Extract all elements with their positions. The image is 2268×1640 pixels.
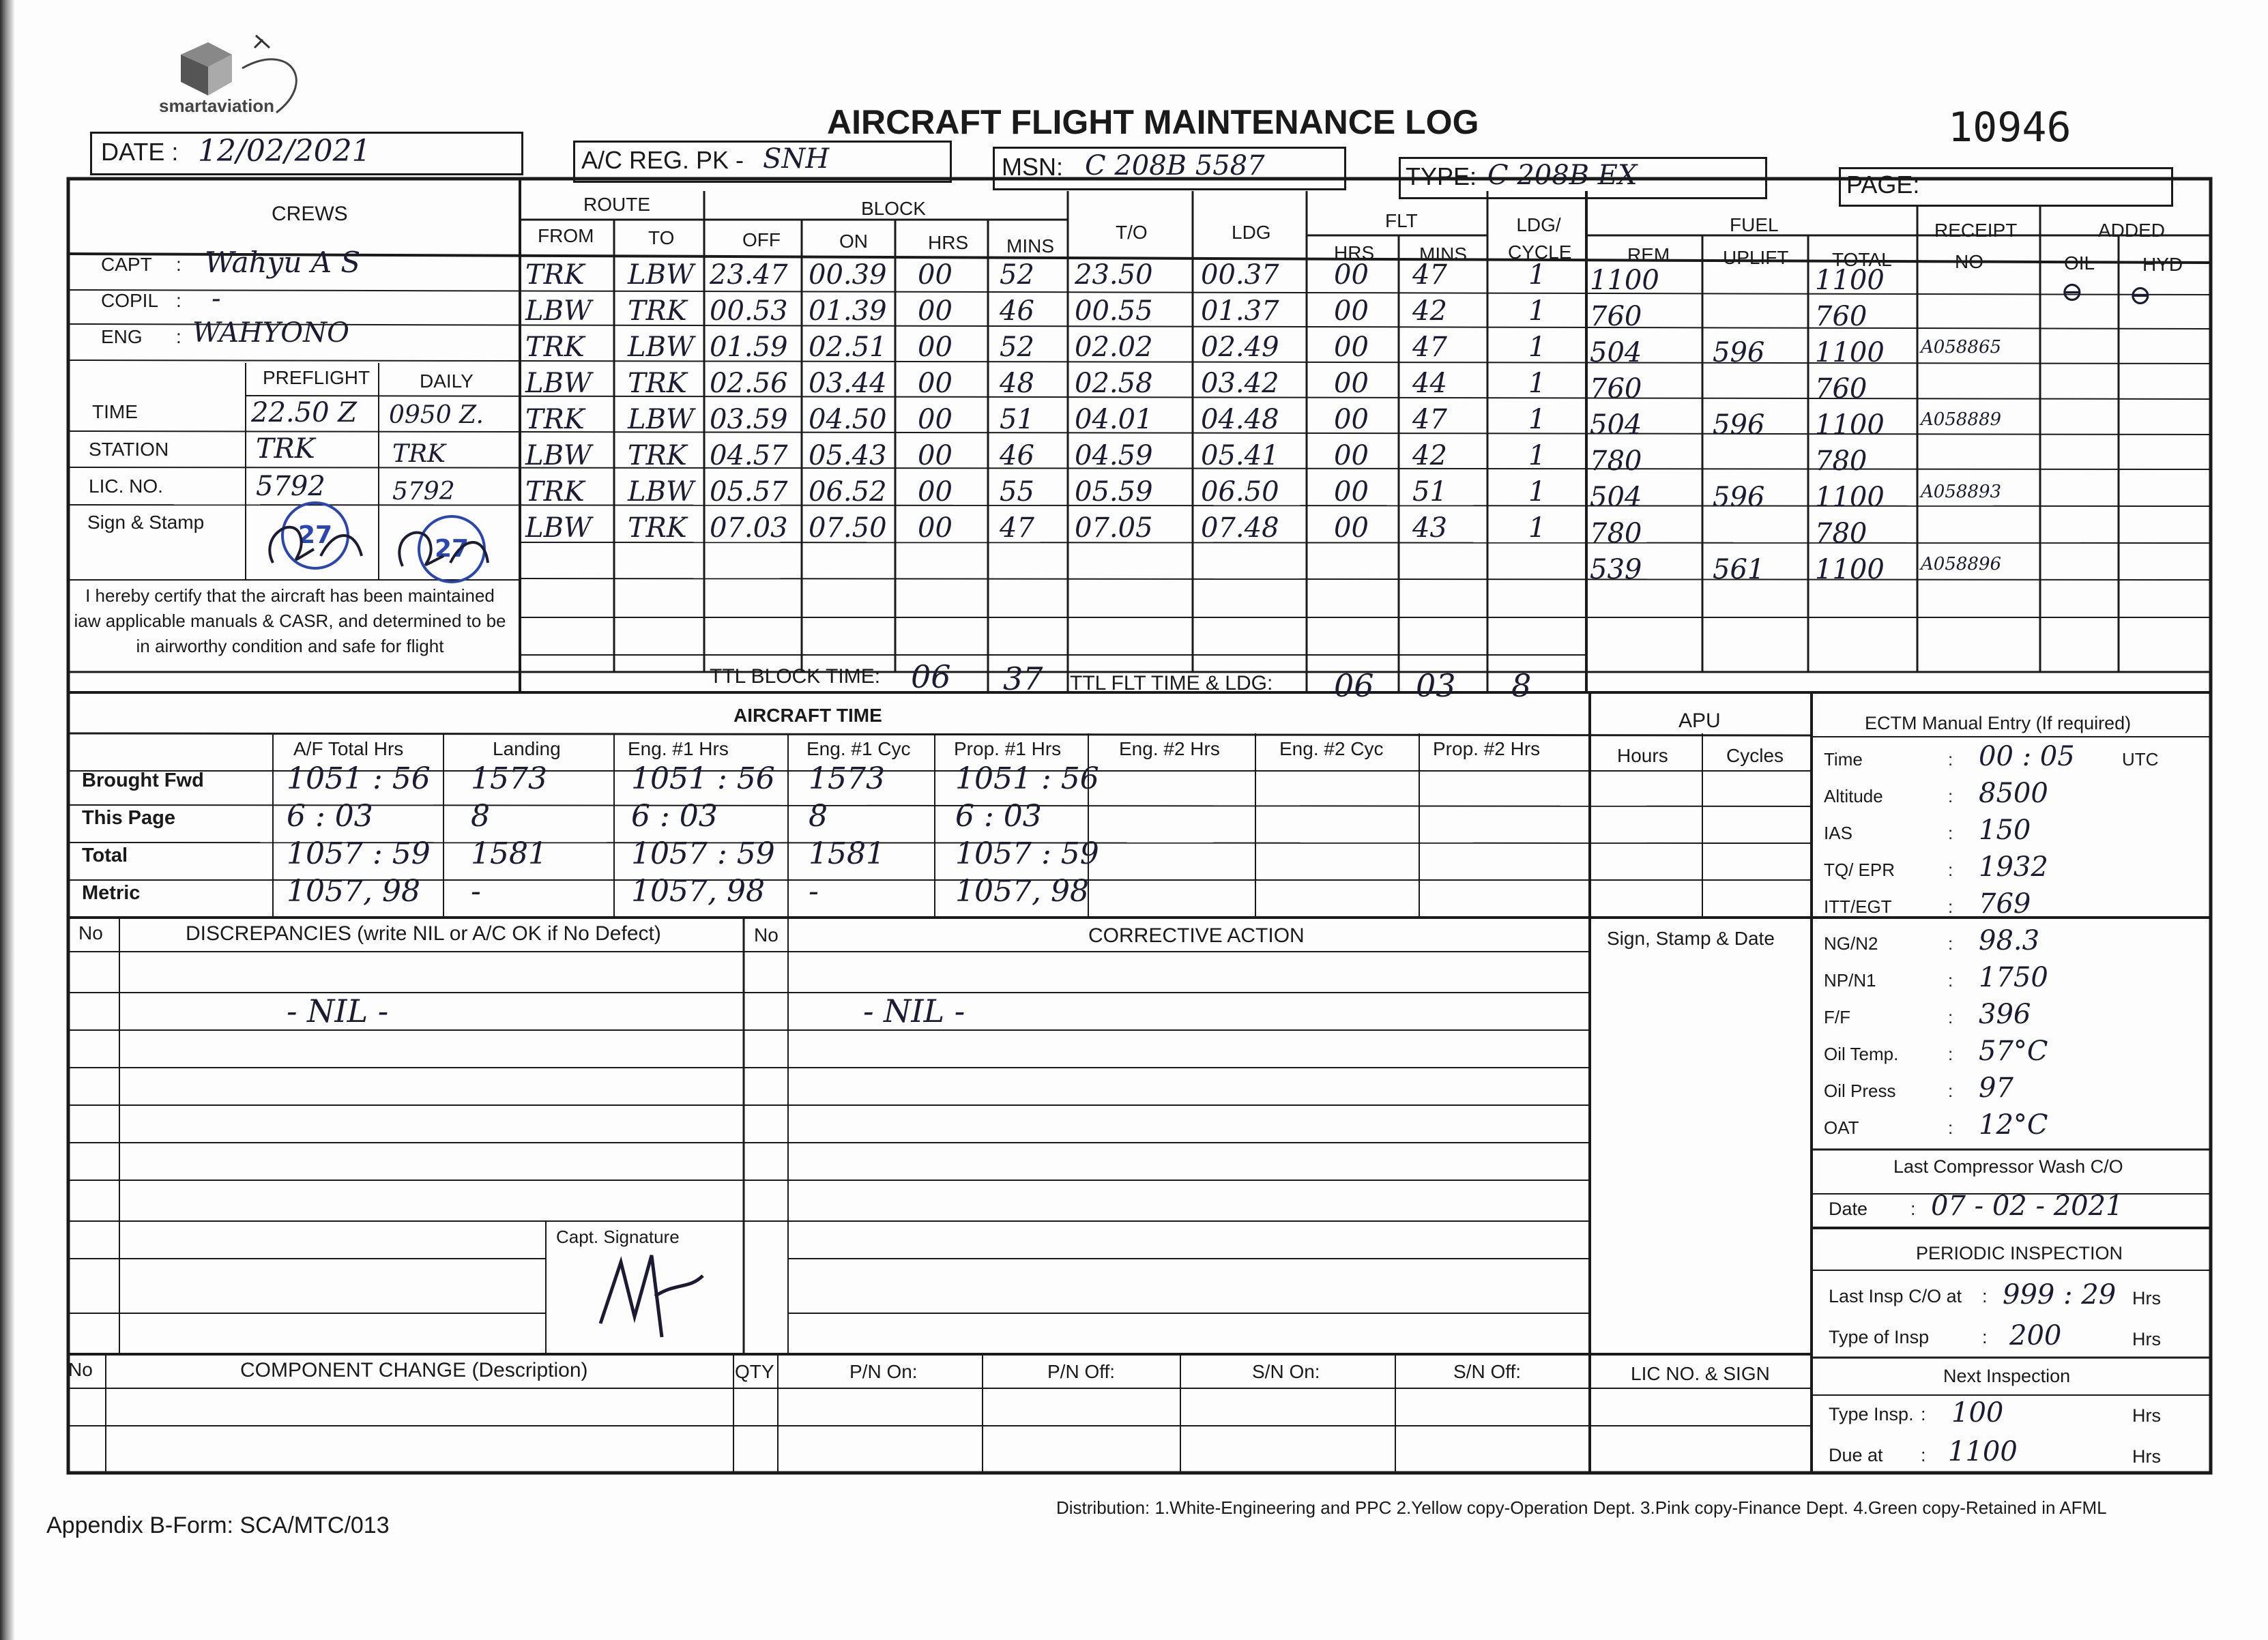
fuel-cell-rem: 504 <box>1590 409 1642 441</box>
fuel-cell-total: 780 <box>1815 445 1867 477</box>
wash-date-label: Date <box>1829 1199 1868 1219</box>
colon: : <box>176 290 181 311</box>
flight-cell-hrs: 00 <box>918 368 953 399</box>
flight-cell-ldg: 01.37 <box>1201 295 1279 327</box>
colon: : <box>1921 1404 1926 1424</box>
crew-signature <box>252 508 498 576</box>
ectm-row-unit: UTC <box>2122 749 2159 770</box>
station-label: STATION <box>89 439 169 460</box>
colon: : <box>1948 786 1953 806</box>
receipt-no-header: NO <box>1955 251 1983 272</box>
page-title: AIRCRAFT FLIGHT MAINTENANCE LOG <box>827 103 1479 141</box>
next-type-label: Type Insp. <box>1829 1404 1914 1424</box>
wash-date-value: 07 - 02 - 2021 <box>1931 1190 2123 1222</box>
flight-cell-mins: 52 <box>1000 332 1034 363</box>
fuel-cell-rem: 504 <box>1590 337 1642 368</box>
comp-qty: QTY <box>735 1361 774 1382</box>
flight-cell-off: 04.57 <box>710 440 788 471</box>
due-label: Due at <box>1829 1445 1883 1465</box>
next-title: Next Inspection <box>1943 1366 2071 1386</box>
colon: : <box>1948 1117 1953 1138</box>
flight-cell-mins: 47 <box>1000 512 1034 544</box>
flight-cell-ldg: 04.48 <box>1201 404 1279 435</box>
flight-cell-to: LBW <box>628 476 695 508</box>
fuel-cell-total: 760 <box>1815 373 1867 405</box>
to-header: TO <box>648 227 675 248</box>
ttl-flt-label: TTL FLT TIME & LDG: <box>1070 672 1273 694</box>
aircraft-time-cell: 1057, 98 <box>955 874 1089 909</box>
ectm-row-label: IAS <box>1824 823 1852 843</box>
flight-cell-ldg: 05.41 <box>1201 440 1279 471</box>
aircraft-time-row-label: Brought Fwd <box>82 770 204 791</box>
capt-signature-label: Capt. Signature <box>556 1227 680 1247</box>
hrs-header: HRS <box>928 232 969 253</box>
aircraft-time-cell: - <box>809 874 819 909</box>
ttl-block-hrs: 06 <box>911 658 951 695</box>
colon: : <box>176 326 181 347</box>
flight-cell-mins: 46 <box>1000 295 1034 327</box>
reg-label: A/C REG. PK - <box>581 146 744 174</box>
flight-cell-flt-hrs: 00 <box>1334 512 1369 544</box>
colon: : <box>1982 1327 1988 1347</box>
fuel-cell-rem: 780 <box>1590 518 1642 549</box>
fuel-cell-total: 1100 <box>1815 265 1885 296</box>
mins-header: MINS <box>1006 235 1054 257</box>
aircraft-time-header: Eng. #2 Cyc <box>1279 738 1384 759</box>
flight-cell-off: 01.59 <box>710 332 788 363</box>
ectm-row-value: 150 <box>1979 815 2031 846</box>
fuel-cell-total: 1100 <box>1815 337 1885 368</box>
added-hyd-value: ⊖ <box>2129 280 2152 311</box>
type-insp-label: Type of Insp <box>1829 1327 1930 1347</box>
uplift-header: UPLIFT <box>1723 247 1789 268</box>
certify-text: I hereby certify that the aircraft has been maintained iaw applicable manuals & CASR, and determined to be in airworthy condition and safe for flight <box>74 585 506 656</box>
comp-sn-off: S/N Off: <box>1453 1361 1522 1382</box>
aircraft-time-cell: 1057 : 59 <box>631 836 775 871</box>
msn-value: C 208B 5587 <box>1085 150 1265 181</box>
flight-cell-takeoff: 05.59 <box>1075 476 1153 508</box>
fuel-cell-uplift: 596 <box>1713 482 1765 513</box>
ectm-row-label: Time <box>1824 749 1863 770</box>
flight-cell-on: 01.39 <box>809 295 887 327</box>
flight-cell-cycle: 1 <box>1528 440 1546 471</box>
ectm-row-value: 00 : 05 <box>1979 741 2075 772</box>
colon: : <box>1948 970 1953 991</box>
aircraft-time-cell: 8 <box>471 799 490 834</box>
total-header: TOTAL <box>1832 249 1892 270</box>
fuel-cell-rem: 504 <box>1590 482 1642 513</box>
flight-cell-off: 03.59 <box>710 404 788 435</box>
flight-cell-cycle: 1 <box>1528 332 1546 363</box>
form-code: Appendix B-Form: SCA/MTC/013 <box>46 1512 390 1538</box>
flight-cell-ldg: 06.50 <box>1201 476 1279 508</box>
flight-cell-takeoff: 02.02 <box>1075 332 1153 363</box>
ectm-title: ECTM Manual Entry (If required) <box>1865 713 2132 733</box>
aircraft-time-header: Prop. #1 Hrs <box>954 738 1062 759</box>
type-insp-value: 200 <box>2009 1320 2062 1351</box>
captain-signature <box>587 1242 710 1344</box>
time-preflight: 22.50 Z <box>251 397 358 428</box>
flight-cell-to: TRK <box>628 512 687 544</box>
aircraft-time-cell: 6 : 03 <box>631 799 718 834</box>
aircraft-time-cell: 1573 <box>809 761 885 796</box>
comp-pn-on: P/N On: <box>849 1361 918 1382</box>
sign-label: Sign & Stamp <box>87 512 205 533</box>
ttl-flt-hrs: 06 <box>1334 667 1374 704</box>
disc-no-header: No <box>78 922 103 943</box>
copil-label: COPIL <box>101 290 159 311</box>
colon: : <box>1948 823 1953 843</box>
flight-cell-hrs: 00 <box>918 512 953 544</box>
type-value: C 208B EX <box>1487 160 1638 191</box>
aircraft-time-cell: 1057, 98 <box>631 874 765 909</box>
ectm-row-label: Oil Press <box>1824 1081 1896 1101</box>
flight-cell-to: TRK <box>628 295 687 327</box>
colon: : <box>1948 896 1953 917</box>
action-no-header: No <box>754 924 779 946</box>
flight-cell-takeoff: 04.01 <box>1075 404 1153 435</box>
flight-cell-off: 00.53 <box>710 295 788 327</box>
flight-cell-hrs: 00 <box>918 440 953 471</box>
lic-label: LIC. NO. <box>89 475 163 497</box>
flight-cell-hrs: 00 <box>918 332 953 363</box>
fuel-cell-uplift: 561 <box>1713 554 1765 585</box>
distribution-note: Distribution: 1.White-Engineering and PPC 2.Yellow copy-Operation Dept. 3.Pink copy-Finance Dept. 4.Green copy-Retained in AFML <box>1056 1497 2107 1518</box>
copil-value: - <box>212 283 221 314</box>
ectm-row-value: 97 <box>1979 1072 2013 1104</box>
logo-text: smartaviation <box>159 96 275 116</box>
station-preflight: TRK <box>256 433 315 465</box>
from-header: FROM <box>538 225 594 246</box>
aircraft-time-header: Eng. #2 Hrs <box>1119 738 1220 759</box>
ttl-block-label: TTL BLOCK TIME: <box>710 665 881 688</box>
flight-cell-on: 00.39 <box>809 259 887 291</box>
flight-cell-to: LBW <box>628 332 695 363</box>
ldg-cycle-header: LDG/ CYCLE <box>1508 214 1572 263</box>
added-oil-value: ⊖ <box>2061 276 2084 308</box>
fuel-cell-receipt: A058889 <box>1921 409 2002 430</box>
flight-cell-off: 23.47 <box>710 259 788 291</box>
comp-pn-off: P/N Off: <box>1047 1361 1116 1382</box>
ectm-row-label: Oil Temp. <box>1824 1044 1899 1064</box>
disc-entry: - NIL - <box>287 993 389 1029</box>
fuel-cell-rem: 760 <box>1590 373 1642 405</box>
hyd-header: HYD <box>2142 254 2183 275</box>
ectm-row-label: Altitude <box>1824 786 1883 806</box>
receipt-header: RECEIPT <box>1934 220 2018 241</box>
flight-cell-mins: 52 <box>1000 259 1034 291</box>
rem-header: REM <box>1627 244 1670 265</box>
ttl-ldg: 8 <box>1511 667 1532 704</box>
disc-title: DISCREPANCIES (write NIL or A/C OK if No Defect) <box>186 922 661 945</box>
route-header: ROUTE <box>583 194 650 215</box>
aircraft-time-title: AIRCRAFT TIME <box>733 705 882 726</box>
flight-cell-on: 05.43 <box>809 440 887 471</box>
flt-hrs-header: HRS <box>1334 242 1375 263</box>
next-type-unit: Hrs <box>2132 1405 2161 1426</box>
aircraft-time-header: Eng. #1 Hrs <box>628 738 729 759</box>
fuel-cell-rem: 780 <box>1590 445 1642 477</box>
flight-cell-from: LBW <box>525 512 592 544</box>
periodic-title: PERIODIC INSPECTION <box>1916 1243 2123 1263</box>
wash-title: Last Compressor Wash C/O <box>1893 1156 2123 1177</box>
colon: : <box>1948 749 1953 770</box>
colon: : <box>1948 1044 1953 1064</box>
aircraft-time-header: Landing <box>493 738 561 759</box>
due-unit: Hrs <box>2132 1446 2161 1467</box>
colon: : <box>1948 1081 1953 1101</box>
aircraft-time-header: Eng. #1 Cyc <box>806 738 911 759</box>
block-header: BLOCK <box>861 198 926 219</box>
ectm-row-label: TQ/ EPR <box>1824 860 1895 880</box>
station-daily: TRK <box>392 440 446 468</box>
flight-cell-takeoff: 00.55 <box>1075 295 1153 327</box>
colon: : <box>1982 1286 1988 1306</box>
apu-cycles: Cycles <box>1726 745 1784 766</box>
flight-cell-cycle: 1 <box>1528 476 1546 508</box>
flight-cell-to: TRK <box>628 368 687 399</box>
action-entry: - NIL - <box>863 993 965 1029</box>
preflight-label: PREFLIGHT <box>263 367 370 388</box>
ttl-block-mins: 37 <box>1003 660 1043 697</box>
flight-cell-flt-mins: 42 <box>1412 295 1447 327</box>
capt-value: Wahyu A S <box>205 246 361 279</box>
fuel-cell-receipt: A058893 <box>1921 482 2002 502</box>
flight-cell-off: 02.56 <box>710 368 788 399</box>
flight-cell-cycle: 1 <box>1528 512 1546 544</box>
flight-cell-on: 02.51 <box>809 332 887 363</box>
flight-cell-flt-hrs: 00 <box>1334 368 1369 399</box>
last-insp-value: 999 : 29 <box>2003 1279 2117 1310</box>
flight-cell-from: TRK <box>525 332 585 363</box>
flight-cell-flt-mins: 47 <box>1412 404 1447 435</box>
flight-cell-mins: 51 <box>1000 404 1034 435</box>
ectm-row-label: F/F <box>1824 1007 1850 1027</box>
flight-cell-ldg: 00.37 <box>1201 259 1279 291</box>
fuel-cell-rem: 760 <box>1590 301 1642 332</box>
takeoff-header: T/O <box>1116 222 1148 243</box>
aircraft-time-cell: - <box>471 874 481 909</box>
engineer-stamp: 27 <box>418 515 486 583</box>
fuel-cell-receipt: A058896 <box>1921 554 2002 574</box>
ectm-row-label: NG/N2 <box>1824 933 1878 954</box>
aircraft-time-header: Prop. #2 Hrs <box>1433 738 1541 759</box>
flight-cell-to: LBW <box>628 404 695 435</box>
apu-title: APU <box>1678 709 1721 732</box>
flight-cell-mins: 48 <box>1000 368 1034 399</box>
aircraft-time-row-label: Metric <box>82 882 141 904</box>
oil-header: OIL <box>2064 252 2095 274</box>
aircraft-time-row-label: Total <box>82 845 128 866</box>
flight-cell-cycle: 1 <box>1528 404 1546 435</box>
ectm-row-value: 98.3 <box>1979 925 2040 956</box>
reg-value: SNH <box>763 143 830 175</box>
flight-cell-hrs: 00 <box>918 404 953 435</box>
flight-cell-flt-hrs: 00 <box>1334 295 1369 327</box>
flight-cell-flt-hrs: 00 <box>1334 404 1369 435</box>
page-label: PAGE: <box>1846 171 1920 199</box>
fuel-cell-total: 1100 <box>1815 482 1885 513</box>
flight-cell-mins: 55 <box>1000 476 1034 508</box>
aircraft-time-cell: 1057 : 59 <box>955 836 1099 871</box>
colon: : <box>1948 860 1953 880</box>
flight-cell-flt-mins: 44 <box>1412 368 1447 399</box>
comp-sn-on: S/N On: <box>1252 1361 1320 1382</box>
flight-cell-cycle: 1 <box>1528 368 1546 399</box>
flight-cell-flt-mins: 47 <box>1412 259 1447 291</box>
flt-mins-header: MINS <box>1419 244 1467 265</box>
lic-preflight: 5792 <box>256 471 325 502</box>
aircraft-time-cell: 1051 : 56 <box>955 761 1099 796</box>
on-header: ON <box>839 231 868 252</box>
colon: : <box>1948 933 1953 954</box>
colon: : <box>176 254 181 275</box>
fuel-cell-rem: 1100 <box>1590 265 1659 296</box>
fuel-cell-total: 760 <box>1815 301 1867 332</box>
ectm-row-value: 12°C <box>1979 1109 2048 1141</box>
aircraft-time-cell: 6 : 03 <box>287 799 373 834</box>
flight-cell-from: LBW <box>525 440 592 471</box>
flight-cell-ldg: 03.42 <box>1201 368 1279 399</box>
eng-label: ENG <box>101 326 143 347</box>
fuel-header: FUEL <box>1730 214 1779 235</box>
flight-cell-from: TRK <box>525 259 585 291</box>
ectm-row-value: 396 <box>1979 999 2031 1030</box>
flight-cell-flt-hrs: 00 <box>1334 332 1369 363</box>
aircraft-time-cell: 1573 <box>471 761 547 796</box>
ectm-row-value: 1750 <box>1979 962 2048 993</box>
flight-cell-flt-mins: 47 <box>1412 332 1447 363</box>
type-insp-unit: Hrs <box>2132 1329 2161 1349</box>
aircraft-time-cell: 1051 : 56 <box>631 761 775 796</box>
flight-cell-hrs: 00 <box>918 295 953 327</box>
fuel-cell-receipt: A058865 <box>1921 337 2002 357</box>
engineer-stamp: 27 <box>281 501 349 570</box>
ttl-flt-mins: 03 <box>1416 667 1456 704</box>
aircraft-time-row-label: This Page <box>82 807 175 829</box>
serial-number: 10946 <box>1948 104 2071 151</box>
aircraft-time-header: A/F Total Hrs <box>293 738 404 759</box>
aircraft-time-cell: 1581 <box>809 836 885 871</box>
daily-label: DAILY <box>420 370 474 392</box>
flight-cell-flt-mins: 51 <box>1412 476 1447 508</box>
flight-cell-to: TRK <box>628 440 687 471</box>
ldg-header: LDG <box>1232 222 1271 243</box>
flight-cell-from: TRK <box>525 476 585 508</box>
last-insp-label: Last Insp C/O at <box>1829 1286 1962 1306</box>
flight-cell-takeoff: 02.58 <box>1075 368 1153 399</box>
fuel-cell-uplift: 596 <box>1713 409 1765 441</box>
flight-cell-mins: 46 <box>1000 440 1034 471</box>
comp-lic: LIC NO. & SIGN <box>1631 1363 1770 1384</box>
ectm-row-value: 1932 <box>1979 851 2048 883</box>
flight-cell-on: 04.50 <box>809 404 887 435</box>
flight-cell-flt-hrs: 00 <box>1334 440 1369 471</box>
aircraft-time-cell: 8 <box>809 799 828 834</box>
crews-title: CREWS <box>272 203 348 225</box>
colon: : <box>1921 1445 1926 1465</box>
aircraft-time-cell: 6 : 03 <box>955 799 1042 834</box>
flight-cell-from: LBW <box>525 295 592 327</box>
flight-cell-hrs: 00 <box>918 476 953 508</box>
fuel-cell-total: 1100 <box>1815 409 1885 441</box>
comp-no-header: No <box>68 1359 93 1380</box>
aircraft-time-cell: 1581 <box>471 836 547 871</box>
flight-cell-hrs: 00 <box>918 259 953 291</box>
apu-hours: Hours <box>1617 745 1668 766</box>
ectm-row-value: 57°C <box>1979 1036 2048 1067</box>
colon: : <box>1948 1007 1953 1027</box>
eng-value: WAHYONO <box>192 317 349 349</box>
flight-cell-flt-mins: 42 <box>1412 440 1447 471</box>
comp-title: COMPONENT CHANGE (Description) <box>240 1359 588 1381</box>
flight-cell-ldg: 07.48 <box>1201 512 1279 544</box>
flight-cell-off: 07.03 <box>710 512 788 544</box>
ectm-row-label: ITT/EGT <box>1824 896 1892 917</box>
time-daily: 0950 Z. <box>389 401 484 429</box>
added-header: ADDED <box>2098 220 2166 241</box>
next-type-value: 100 <box>1951 1397 2004 1429</box>
msn-label: MSN: <box>1002 153 1063 181</box>
capt-label: CAPT <box>101 254 152 275</box>
aircraft-time-cell: 1057 : 59 <box>287 836 431 871</box>
date-value: 12/02/2021 <box>198 134 371 169</box>
off-header: OFF <box>742 229 781 250</box>
flight-cell-from: LBW <box>525 368 592 399</box>
time-label: TIME <box>92 401 138 422</box>
flight-cell-flt-mins: 43 <box>1412 512 1447 544</box>
ectm-row-value: 769 <box>1979 888 2031 920</box>
ectm-row-label: NP/N1 <box>1824 970 1876 991</box>
flight-cell-takeoff: 23.50 <box>1075 259 1153 291</box>
flight-cell-ldg: 02.49 <box>1201 332 1279 363</box>
fuel-cell-total: 1100 <box>1815 554 1885 585</box>
flight-cell-on: 07.50 <box>809 512 887 544</box>
fuel-cell-rem: 539 <box>1590 554 1642 585</box>
flight-cell-on: 06.52 <box>809 476 887 508</box>
ectm-row-value: 8500 <box>1979 778 2048 809</box>
flight-cell-takeoff: 04.59 <box>1075 440 1153 471</box>
last-insp-unit: Hrs <box>2132 1288 2161 1308</box>
fuel-cell-uplift: 596 <box>1713 337 1765 368</box>
flight-cell-flt-hrs: 00 <box>1334 476 1369 508</box>
action-title: CORRECTIVE ACTION <box>1088 924 1305 947</box>
fuel-cell-total: 780 <box>1815 518 1867 549</box>
ectm-row-label: OAT <box>1824 1117 1859 1138</box>
sign-date-title: Sign, Stamp & Date <box>1607 928 1775 949</box>
flt-header: FLT <box>1385 210 1418 231</box>
flight-cell-cycle: 1 <box>1528 259 1546 291</box>
flight-cell-from: TRK <box>525 404 585 435</box>
lic-daily: 5792 <box>392 478 455 506</box>
flight-cell-takeoff: 07.05 <box>1075 512 1153 544</box>
flight-cell-on: 03.44 <box>809 368 887 399</box>
flight-cell-flt-hrs: 00 <box>1334 259 1369 291</box>
aircraft-time-cell: 1057, 98 <box>287 874 420 909</box>
flight-cell-cycle: 1 <box>1528 295 1546 327</box>
due-value: 1100 <box>1948 1436 2018 1467</box>
flight-cell-off: 05.57 <box>710 476 788 508</box>
colon: : <box>1910 1199 1916 1219</box>
flight-cell-to: LBW <box>628 259 695 291</box>
aircraft-time-cell: 1051 : 56 <box>287 761 431 796</box>
type-label: TYPE: <box>1406 162 1477 190</box>
date-label: DATE : <box>101 138 179 166</box>
